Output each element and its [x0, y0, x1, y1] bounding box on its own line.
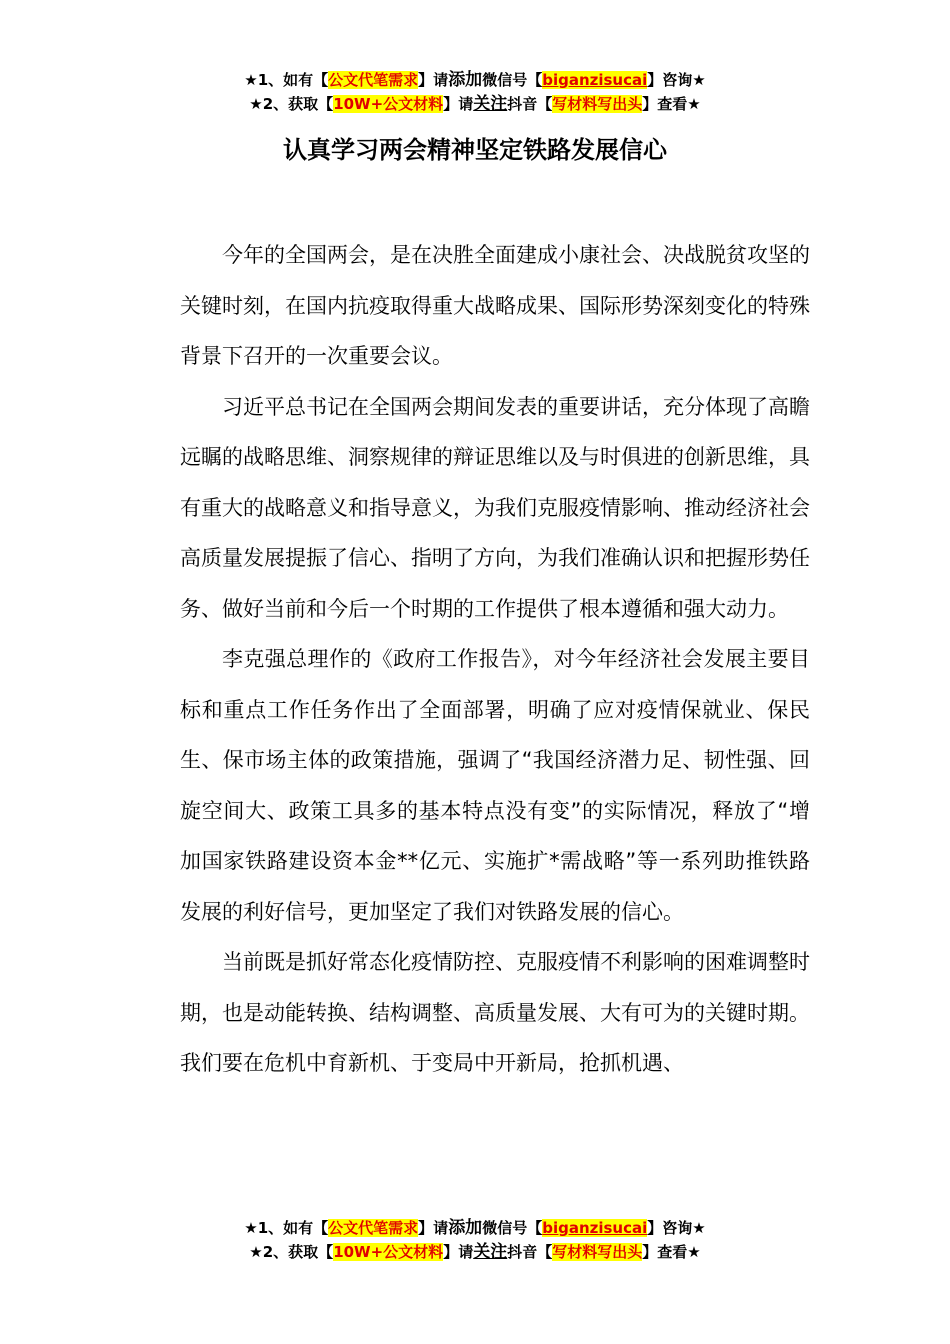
- promo-wechat-id: biganzisucai: [542, 1219, 648, 1237]
- paragraph: 李克强总理作的《政府工作报告》，对今年经济社会发展主要目标和重点工作任务作出了全面部署，明确了应对疫情保就业、保民生、保市场主体的政策措施，强调了“我国经济潜力足、韧性强、回旋空间大、政策工具多的基本特点没有变”的实际情况，释放了“增加国家铁路建设资本金**亿元、实施扩*需战略”等一系列助推铁路发展的利好信号，更加坚定了我们对铁路发展的信心。: [180, 647, 810, 924]
- promo-highlight: 10W+公文材料: [333, 1243, 444, 1261]
- promo-text: 】查看★: [642, 1243, 701, 1261]
- promo-text: 】请: [443, 1243, 474, 1261]
- promo-text: ★1、如有【: [244, 1219, 329, 1237]
- promo-wechat-id: biganzisucai: [542, 71, 648, 89]
- paragraph: 习近平总书记在全国两会期间发表的重要讲话，充分体现了高瞻远瞩的战略思维、洞察规律的辩证思维以及与时俱进的创新思维，具有重大的战略意义和指导意义，为我们克服疫情影响、推动经济社会高质量发展提振了信心、指明了方向，为我们准确认识和把握形势任务、做好当前和今后一个时期的工作提供了根本遵循和强大动力。: [180, 394, 810, 621]
- promo-text: 抖音【: [507, 95, 553, 113]
- promo-emphasis: 关注: [473, 94, 508, 114]
- paragraph: 今年的全国两会，是在决胜全面建成小康社会、决战脱贫攻坚的关键时刻，在国内抗疫取得重大战略成果、国际形势深刻变化的特殊背景下召开的一次重要会议。: [180, 243, 810, 368]
- promo-text: 】请: [443, 95, 474, 113]
- promo-text: 微信号【: [482, 1219, 543, 1237]
- promo-text: ★1、如有【: [244, 71, 329, 89]
- promo-highlight: 公文代笔需求: [328, 1219, 419, 1237]
- promo-douyin-id: 写材料写出头: [552, 95, 643, 113]
- promo-emphasis: 添加: [448, 1218, 483, 1238]
- promo-text: 】咨询★: [647, 1219, 706, 1237]
- promo-line-1: [0, 1216, 950, 1240]
- promo-line-2: [0, 1240, 950, 1264]
- document-title: 认真学习两会精神坚定铁路发展信心: [283, 136, 667, 164]
- promo-text: 微信号【: [482, 71, 543, 89]
- promo-text: 抖音【: [507, 1243, 553, 1261]
- promo-text: 】请: [418, 1219, 449, 1237]
- promo-header: [0, 68, 950, 116]
- promo-text: ★2、获取【: [249, 1243, 334, 1261]
- promo-text: 】查看★: [642, 95, 701, 113]
- promo-text: ★2、获取【: [249, 95, 334, 113]
- promo-line-2: [0, 92, 950, 116]
- promo-highlight: 10W+公文材料: [333, 95, 444, 113]
- paragraph: 当前既是抓好常态化疫情防控、克服疫情不利影响的困难调整时期，也是动能转换、结构调整、高质量发展、大有可为的关键时期。我们要在危机中育新机、于变局中开新局，抢抓机遇、: [180, 950, 810, 1075]
- promo-text: 】请: [418, 71, 449, 89]
- promo-douyin-id: 写材料写出头: [552, 1243, 643, 1261]
- promo-line-1: [0, 68, 950, 92]
- promo-emphasis: 添加: [448, 70, 483, 90]
- promo-footer: [0, 1216, 950, 1264]
- document-body: [180, 230, 810, 1089]
- promo-emphasis: 关注: [473, 1242, 508, 1262]
- promo-text: 】咨询★: [647, 71, 706, 89]
- promo-highlight: 公文代笔需求: [328, 71, 419, 89]
